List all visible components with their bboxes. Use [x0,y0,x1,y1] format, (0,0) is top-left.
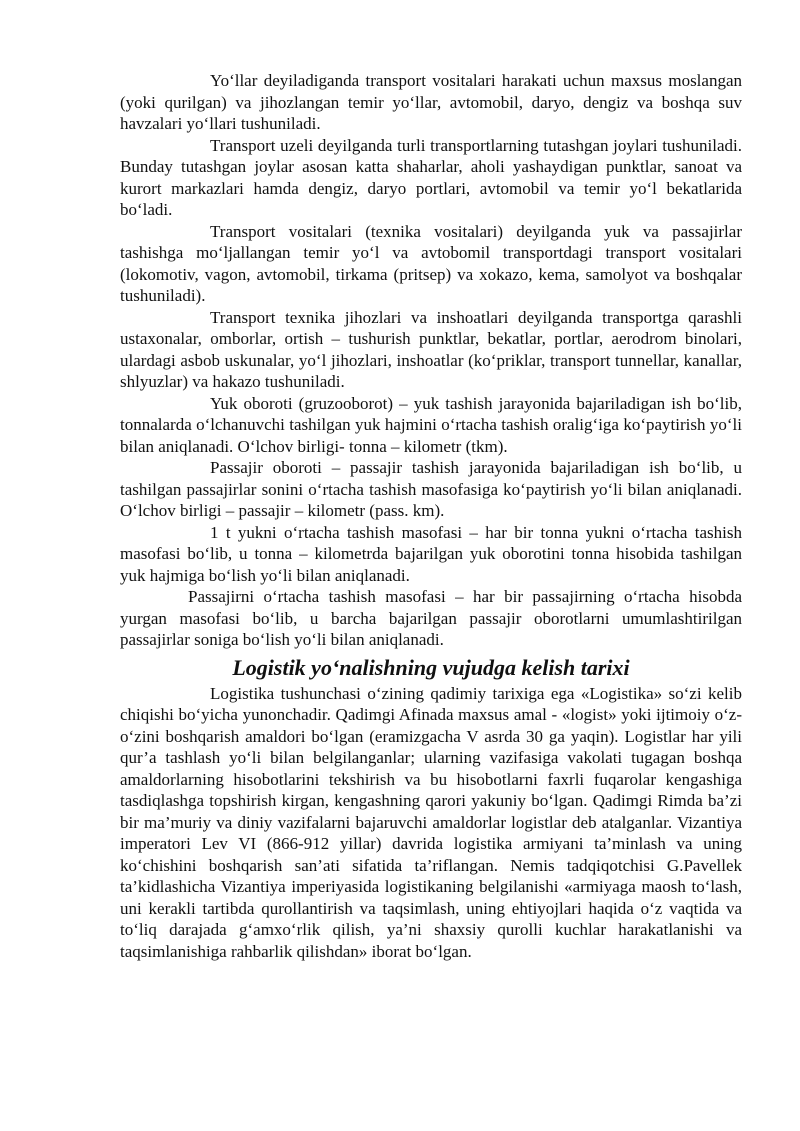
document-page [120,70,742,962]
paragraph-roads: Yo‘llar deyiladiganda transport vositalari harakati uchun maxsus moslangan (yoki qurilgan) va jihozlangan temir yo‘llar, avtomobil, daryo, dengiz va boshqa suv havzalari yo‘llari tushuniladi. [120,71,742,133]
paragraph-logistics-history: Logistika tushunchasi o‘zining qadimiy tarixiga ega «Logistika» so‘zi kelib chiqishi bo‘yicha yunonchadir. Qadimgi Afinada maxsus amal - «logist» yoki ijtimoiy o‘z-o‘zini boshqarish amaldori bo‘lgan (eramizgacha V asrda 30 ga yaqin). Logistlar har yili qur’a tashlash yo‘li bilan belgilanganlar; ularning vazifasiga vakolati tugagan boshqa amaldorlarning hisobotlarini tekshirish va bu hisobotlarni faxrli fuqarolar kengashiga tasdiqlashga topshirish kirgan, kengashning qarori yakuniy bo‘lgan. Qadimgi Rimda ba’zi bir ma’muriy va diniy vazifalarni bajaruvchi amaldorlar logistlar deb atalganlar. Vizantiya imperatori Lev VI (866-912 yillar) davrida logistika armiyani ta’minlash va uning ko‘chishini boshqarish san’ati sifatida ta’riflangan. Nemis tadqiqotchisi G.Pavellek ta’kidlashicha Vizantiya imperiyasida logistikaning belgilanishi «armiyaga maosh to‘lash, uni kerakli tartibda qurollantirish va taqsimlash, uning ehtiyojlari haqida o‘z vaqtida va to‘liq darajada g‘amxo‘rlik qilish, ya’ni shaxsiy qurolli kuchlar harakatlanishi va taqsimlanishiga rahbarlik qilishdan» iborat bo‘lgan. [120,683,742,961]
paragraph-passenger-turnover: Passajir oboroti – passajir tashish jarayonida bajariladigan ish bo‘lib, u tashilgan passajirlar sonini o‘rtacha tashish masofasiga ko‘paytirish yo‘li bilan aniqlanadi. O‘lchov birligi – passajir – kilometr (pass. km). [120,458,742,520]
paragraph-cargo-average-distance: 1 t yukni o‘rtacha tashish masofasi – har bir tonna yukni o‘rtacha tashish masofasi bo‘lib, u tonna – kilometrda bajarilgan yuk oborotini tonna hisobida tashilgan yuk hajmiga bo‘lish yo‘li bilan aniqlanadi. [120,522,742,585]
section-heading: Logistik yo‘nalishning vujudga kelish tarixi [232,654,630,680]
paragraph-transport-hub: Transport uzeli deyilganda turli transportlarning tutashgan joylari tushuniladi. Bunday tutashgan joylar asosan katta shaharlar, aholi yashaydigan punktlar, sanoat va kurort markazlari hamda dengiz, daryo portlari, avtomobil va temir yo‘l bekatlarida bo‘ladi. [120,135,742,219]
paragraph-transport-facilities: Transport texnika jihozlari va inshoatlari deyilganda transportga qarashli ustaxonalar, omborlar, ortish – tushurish punktlar, bekatlar, portlar, aerodrom binolari, ulardagi asbob uskunalar, yo‘l jihozlari, inshoatlar (ko‘priklar, transport tunnellar, kanallar, shlyuzlar) va hakazo tushuniladi. [120,307,742,391]
paragraph-cargo-turnover: Yuk oboroti (gruzooborot) – yuk tashish jarayonida bajariladigan ish bo‘lib, tonnalarda o‘lchanuvchi tashilgan yuk hajmini o‘rtacha tashish oralig‘iga ko‘paytirish yo‘li bilan aniqlanadi. O‘lchov birligi- tonna – kilometr (tkm). [120,393,742,456]
paragraph-transport-vehicles: Transport vositalari (texnika vositalari) deyilganda yuk va passajirlar tashishga mo‘ljallangan temir yo‘l va avtobomil transportdagi transport vositalari (lokomotiv, vagon, avtomobil, tirkama (pritsep) va xokazo, kema, samolyot va boshqalar tushuniladi). [120,221,742,305]
paragraph-passenger-average-distance: Passajirni o‘rtacha tashish masofasi – har bir passajirning o‘rtacha hisobda yurgan masofasi bo‘lib, u barcha bajarilgan passajir oborotlarni umumlashtirilgan passajirlar soniga bo‘lish yo‘li bilan aniqlanadi. [120,587,742,649]
